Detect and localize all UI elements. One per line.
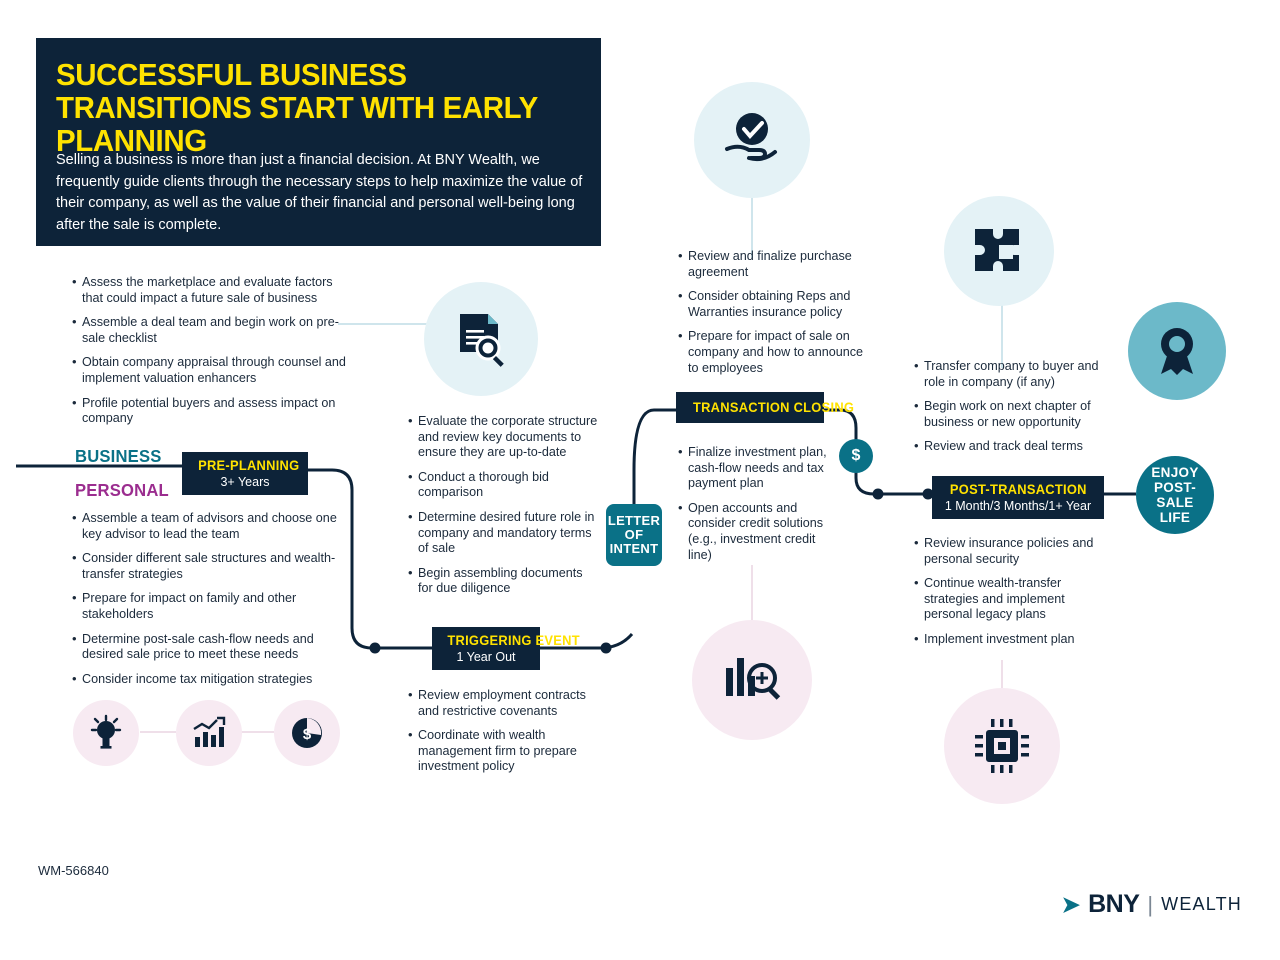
list-item: • Begin assembling documents for due diligence (408, 566, 598, 597)
list-triggering-event-personal (408, 688, 600, 784)
stage-post-transaction[interactable] (932, 476, 1104, 519)
list-item: • Assemble a team of advisors and choose one key advisor to lead the team (72, 511, 340, 542)
dollar-pie-icon (287, 713, 327, 753)
document-code: WM-566840 (38, 863, 109, 878)
list-item: • Review and finalize purchase agreement (678, 249, 864, 280)
list-pre-planning-business (72, 275, 350, 436)
list-item: • Finalize investment plan, cash-flow needs and tax payment plan (678, 445, 830, 492)
stage-title: TRANSACTION CLOSING (692, 399, 855, 415)
logo-subbrand: WEALTH (1161, 894, 1242, 914)
list-item: • Determine desired future role in company and mandatory terms of sale (408, 510, 598, 557)
document-magnifier-icon (450, 308, 512, 370)
icon-circle-money-pie (274, 700, 340, 766)
list-item: • Determine post-sale cash-flow needs and desired sale price to meet these needs (72, 632, 340, 663)
list-item: • Conduct a thorough bid comparison (408, 470, 598, 501)
list-item: • Prepare for impact on family and other stakeholders (72, 591, 340, 622)
list-item: • Assess the marketplace and evaluate factors that could impact a future sale of business (72, 275, 350, 306)
milestone-label: LETTER OF INTENT (607, 513, 661, 556)
icon-circle-chart-magnifier (692, 620, 812, 740)
list-transaction-closing-business (678, 249, 864, 385)
list-item: • Coordinate with wealth management firm to prepare investment policy (408, 728, 600, 775)
stage-subtitle: 3+ Years (220, 475, 270, 489)
list-post-transaction-business (914, 359, 1104, 464)
icon-circle-document-magnifier (424, 282, 538, 396)
logo-divider: | (1147, 891, 1154, 917)
track-label-business: BUSINESS (75, 446, 162, 466)
milestone-letter-of-intent[interactable] (606, 504, 662, 566)
hand-check-icon (719, 107, 785, 173)
icon-circle-lightbulb (73, 700, 139, 766)
lightbulb-idea-icon (86, 713, 126, 753)
list-item: • Review and track deal terms (914, 439, 1104, 455)
icon-circle-hand-check (694, 82, 810, 198)
svg-text:$: $ (302, 726, 312, 743)
stage-subtitle: 1 Year Out (456, 650, 516, 664)
list-item: • Consider different sale structures and wealth-transfer strategies (72, 551, 340, 582)
logo-arrow-icon: ➤ (1061, 891, 1081, 917)
icon-circle-award (1128, 302, 1226, 400)
stage-subtitle: 1 Month/3 Months/1+ Year (944, 499, 1092, 513)
milestone-enjoy-post-sale-life[interactable] (1136, 456, 1214, 534)
track-label-personal: PERSONAL (75, 480, 169, 500)
list-transaction-closing-personal (678, 445, 830, 572)
icon-circle-chip (944, 688, 1060, 804)
list-pre-planning-personal (72, 511, 340, 696)
list-item: • Continue wealth-transfer strategies and implement personal legacy plans (914, 576, 1104, 623)
list-item: • Review insurance policies and personal security (914, 536, 1104, 567)
list-item: • Profile potential buyers and assess impact on company (72, 396, 350, 427)
stage-triggering-event[interactable] (432, 627, 580, 670)
chart-growth-icon (189, 713, 229, 753)
stage-title: TRIGGERING EVENT (447, 632, 580, 648)
stage-title: PRE-PLANNING (198, 457, 300, 473)
icon-circle-chart-growth (176, 700, 242, 766)
list-item: • Open accounts and consider credit solutions (e.g., investment credit line) (678, 501, 830, 563)
icon-circle-puzzle (944, 196, 1054, 306)
logo-name: BNY (1088, 890, 1140, 918)
list-item: • Transfer company to buyer and role in company (if any) (914, 359, 1104, 390)
header-description: Selling a business is more than just a financial decision. At BNY Wealth, we frequently guide clients through the necessary steps to help maximize the value of their company, as well as the value of their financial and personal well-being long after the sale is complete. (56, 152, 583, 233)
list-item: • Implement investment plan (914, 632, 1104, 648)
page-title: SUCCESSFUL BUSINESS TRANSITIONS START WITH EARLY PLANNING (56, 57, 538, 158)
award-medal-icon (1149, 323, 1205, 379)
list-item: • Prepare for impact of sale on company and how to announce to employees (678, 329, 864, 376)
stage-transaction-closing[interactable] (676, 392, 855, 423)
list-item: • Review employment contracts and restrictive covenants (408, 688, 600, 719)
bny-wealth-logo (1062, 890, 1242, 919)
header-panel (36, 38, 601, 246)
list-triggering-event-business (408, 414, 598, 606)
list-post-transaction-personal (914, 536, 1104, 657)
microchip-icon (969, 713, 1035, 779)
milestone-dollar[interactable] (839, 439, 873, 473)
milestone-label: ENJOY POST-SALE LIFE (1151, 465, 1199, 525)
list-item: • Obtain company appraisal through counsel and implement valuation enhancers (72, 355, 350, 386)
list-item: • Consider income tax mitigation strategies (72, 672, 340, 688)
list-item: • Assemble a deal team and begin work on pre-sale checklist (72, 315, 350, 346)
stage-title: POST-TRANSACTION (949, 481, 1087, 497)
dollar-sign-icon: $ (851, 447, 861, 464)
list-item: • Begin work on next chapter of business or new opportunity (914, 399, 1104, 430)
chart-magnifier-icon (718, 646, 786, 714)
list-item: • Evaluate the corporate structure and review key documents to ensure they are up-to-date (408, 414, 598, 461)
list-item: • Consider obtaining Reps and Warranties insurance policy (678, 289, 864, 320)
stage-pre-planning[interactable] (182, 452, 308, 495)
puzzle-piece-icon (969, 221, 1029, 281)
